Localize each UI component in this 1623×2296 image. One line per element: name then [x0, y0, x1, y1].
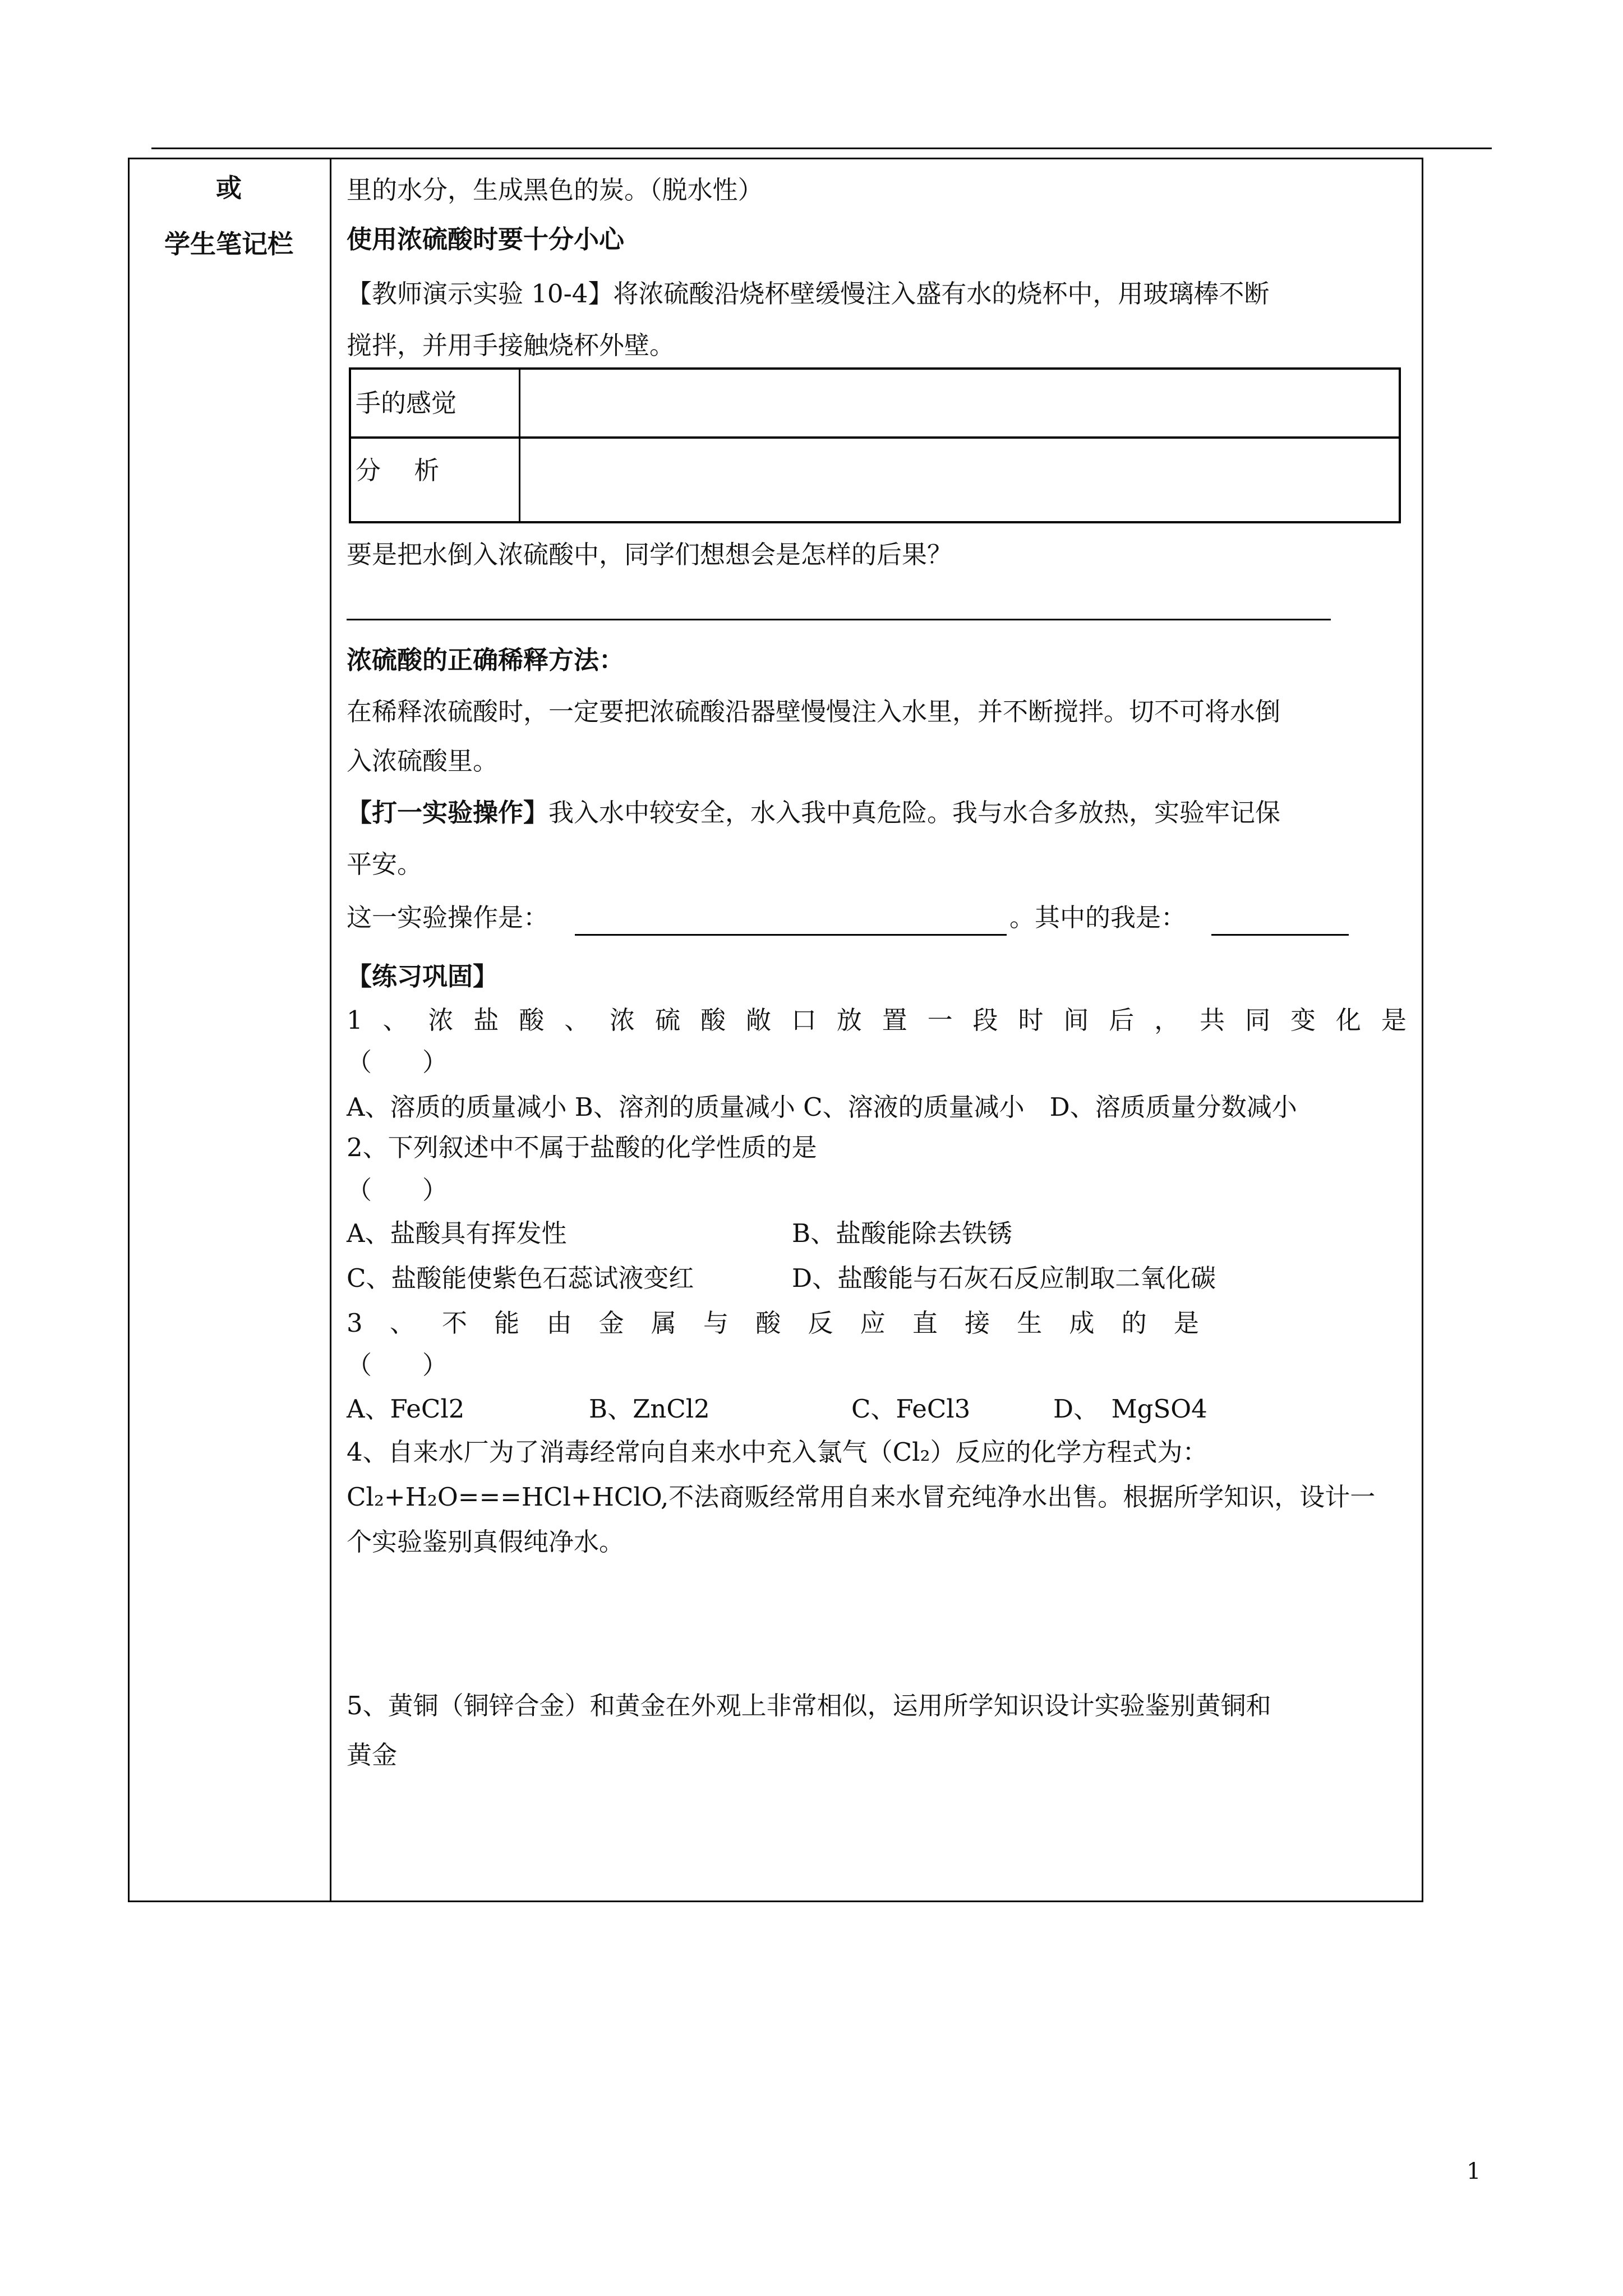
answer-paren: （ ） — [347, 1175, 448, 1205]
observation-table-col-divider — [519, 367, 520, 523]
option-d: D、 MgSO4 — [1053, 1394, 1207, 1424]
text-line: 。其中的我是： — [1009, 903, 1187, 932]
riddle-text: 我入水中较安全，水入我中真危险。我与水合多放热，实验牢记保 — [548, 798, 1281, 827]
riddle-label: 【打一实验操作】 — [347, 798, 549, 827]
option-a: A、盐酸具有挥发性 — [347, 1218, 567, 1248]
text-line: 在稀释浓硫酸时，一定要把浓硫酸沿器壁慢慢注入水里，并不断搅拌。切不可将水倒 — [347, 697, 1281, 726]
option-a: A、FeCl2 — [347, 1394, 465, 1424]
text-line: 【教师演示实验 10-4】将浓硫酸沿烧杯壁缓慢注入盛有水的烧杯中，用玻璃棒不断 — [347, 279, 1270, 309]
section-heading: 使用浓硫酸时要十分小心 — [347, 224, 625, 254]
text-line: 这一实验操作是： — [347, 903, 549, 932]
text-line: 入浓硫酸里。 — [347, 746, 499, 776]
column-divider — [330, 158, 331, 1902]
question-2: 2、下列叙述中不属于盐酸的化学性质的是 — [347, 1133, 817, 1162]
question-5: 5、黄铜（铜锌合金）和黄金在外观上非常相似，运用所学知识设计实验鉴别黄铜和 — [347, 1691, 1271, 1720]
riddle-line — [347, 797, 1280, 829]
section-heading: 【练习巩固】 — [347, 961, 499, 991]
page-number: 1 — [1467, 2159, 1481, 2184]
section-heading: 浓硫酸的正确稀释方法： — [347, 645, 625, 675]
question-1: 1 、 浓 盐 酸 、 浓 硫 酸 敞 口 放 置 一 段 时 间 后 ， 共 同 变 化 是 — [347, 1005, 1407, 1035]
answer-paren: （ ） — [347, 1047, 448, 1077]
question-1-options: A、溶质的质量减小 B、溶剂的质量减小 C、溶液的质量减小 D、溶质质量分数减小 — [347, 1092, 1297, 1122]
text-line: 里的水分，生成黑色的炭。（脱水性） — [347, 175, 763, 205]
answer-blank[interactable] — [1211, 934, 1349, 936]
side-label-notes: 学生笔记栏 — [164, 229, 293, 259]
option-c: C、盐酸能使紫色石蕊试液变红 — [347, 1263, 694, 1293]
table-label-analysis: 分 析 — [356, 455, 440, 485]
answer-blank[interactable] — [575, 934, 1007, 936]
question-3: 3 、 不 能 由 金 属 与 酸 反 应 直 接 生 成 的 是 — [347, 1308, 1199, 1338]
question-4-task: 个实验鉴别真假纯净水。 — [347, 1527, 625, 1557]
question-4-equation: Cl₂+H₂O===HCl+HClO,不法商贩经常用自来水冒充纯净水出售。根据所学知识，设计一 — [347, 1482, 1376, 1512]
option-c: C、FeCl3 — [851, 1394, 971, 1424]
observation-table — [349, 367, 1401, 523]
option-b: B、盐酸能除去铁锈 — [792, 1218, 1013, 1248]
header-rule — [151, 148, 1492, 149]
option-d: D、盐酸能与石灰石反应制取二氧化碳 — [792, 1263, 1216, 1293]
text-line: 要是把水倒入浓硫酸中，同学们想想会是怎样的后果？ — [347, 540, 953, 569]
observation-table-row-divider — [349, 436, 1401, 439]
table-label-hand-feeling: 手的感觉 — [356, 388, 457, 418]
side-label-or: 或 — [216, 173, 242, 203]
answer-paren: （ ） — [347, 1350, 448, 1380]
option-b: B、ZnCl2 — [589, 1394, 710, 1424]
question-5-cont: 黄金 — [347, 1740, 398, 1770]
answer-blank[interactable] — [347, 619, 1331, 620]
text-line: 平安。 — [347, 849, 423, 879]
question-4: 4、自来水厂为了消毒经常向自来水中充入氯气（Cl₂）反应的化学方程式为： — [347, 1437, 1208, 1467]
text-line: 搅拌，并用手接触烧杯外壁。 — [347, 330, 675, 360]
